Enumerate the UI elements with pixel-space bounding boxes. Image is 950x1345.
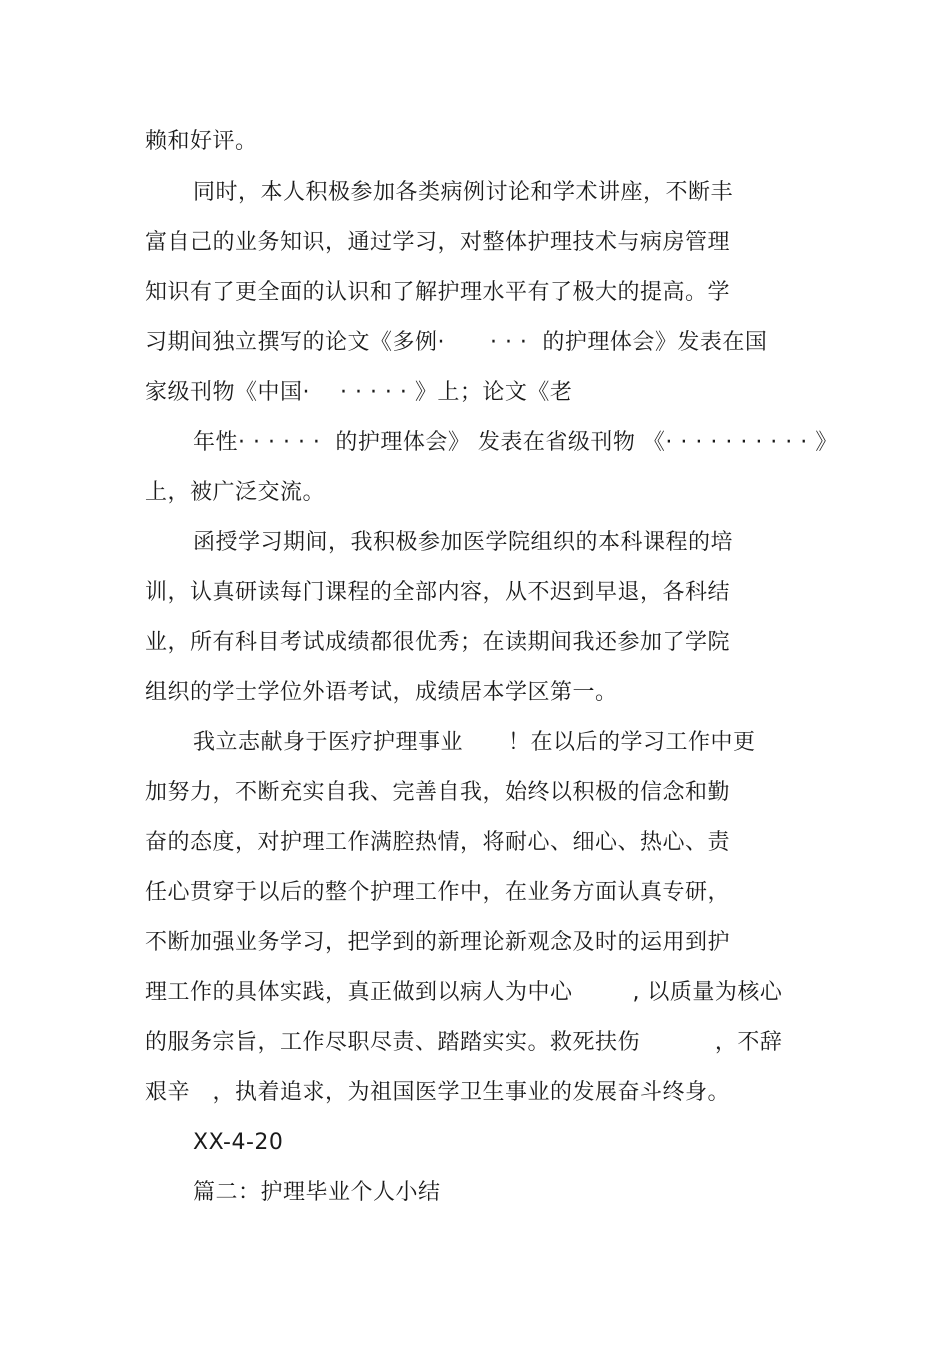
- text-line: 家级刊物《中国· · · · · · 》上；论文《老: [145, 380, 573, 405]
- paragraph-start: 同时，本人积极参加各类病例讨论和学术讲座，不断丰: [193, 180, 734, 205]
- text-line: 不断加强业务学习，把学到的新理论新观念及时的运用到护: [145, 930, 731, 955]
- text-line: 训，认真研读每门课程的全部内容，从不迟到早退，各科结: [145, 580, 731, 605]
- text-line: 年性· · · · · · 的护理体会》 发表在省级刊物 《· · · · · · · · · · 》: [193, 430, 838, 455]
- text-line: 的服务宗旨，工作尽职尽责、踏踏实实。救死扶伤 ，不辞: [145, 1030, 783, 1055]
- paragraph-start: 我立志献身于医疗护理事业 ！在以后的学习工作中更: [193, 730, 756, 755]
- text-line: 习期间独立撰写的论文《多例· · · · 的护理体会》发表在国: [145, 330, 768, 355]
- text-line: 理工作的具体实践，真正做到以病人为中心 , 以质量为核心: [145, 980, 783, 1005]
- text-line: 加努力，不断充实自我、完善自我，始终以积极的信念和勤: [145, 780, 731, 805]
- text-line: 艰辛 ，执着追求，为祖国医学卫生事业的发展奋斗终身。: [145, 1080, 730, 1105]
- text-line: 任心贯穿于以后的整个护理工作中，在业务方面认真专研，: [145, 880, 731, 905]
- text-line: 组织的学士学位外语考试，成绩居本学区第一。: [145, 680, 618, 705]
- text-line: 业，所有科目考试成绩都很优秀；在读期间我还参加了学院: [145, 630, 731, 655]
- text-line: 奋的态度，对护理工作满腔热情，将耐心、细心、热心、责: [145, 830, 731, 855]
- text-line: 富自己的业务知识，通过学习，对整体护理技术与病房管理: [145, 230, 731, 255]
- text-line: 赖和好评。: [145, 129, 258, 154]
- text-line: 知识有了更全面的认识和了解护理水平有了极大的提高。学: [145, 280, 731, 305]
- date-line: XX-4-20: [193, 1130, 284, 1155]
- text-line: 上，被广泛交流。: [145, 480, 326, 505]
- section-heading: 篇二：护理毕业个人小结: [193, 1180, 441, 1205]
- paragraph-start: 函授学习期间，我积极参加医学院组织的本科课程的培: [193, 530, 734, 555]
